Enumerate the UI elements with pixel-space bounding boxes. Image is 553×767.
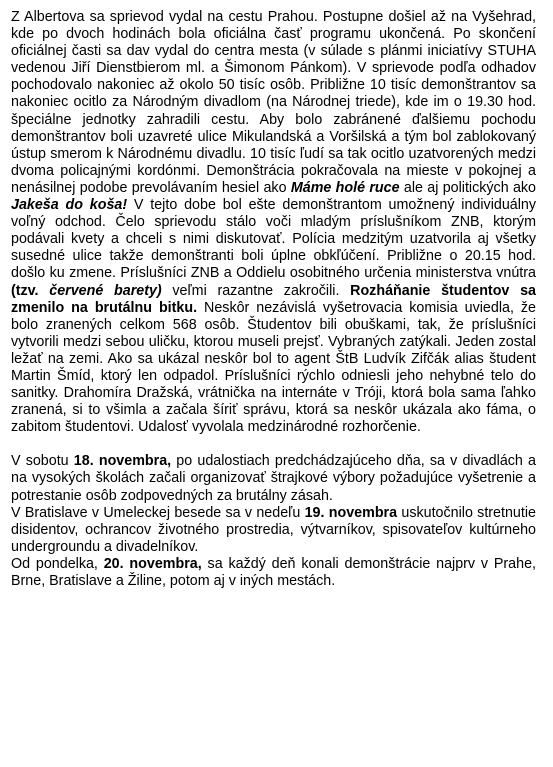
text: V Bratislave v Umeleckej besede sa v nedeľu <box>11 504 305 521</box>
text: V tejto dobe bol ešte demonštrantom umožnený individuálny voľný odchod. Čelo sprievodu stálo voči mladým príslušníkom ZNB, ktorým podávali kvety a chceli s nimi diskutovať. Polícia medzitým uzatvorila aj všetky susedné ulice takže demonštranti boli úplne obkľúčení. Približne o 20.15 hod. došlo ku zmene. Príslušníci ZNB a Oddielu osobitného určenia ministerstva vnútra <box>11 197 536 282</box>
text: veľmi razantne zakročili. <box>161 282 351 299</box>
bold-text: (tzv. <box>11 282 50 299</box>
text: Z Albertova sa sprievod vydal na cestu Prahou. Postupne došiel až na Vyšehrad, kde po dvoch hodinách bola oficiálna časť programu ukončená. Po skončení oficiálnej časti sa dav vydal do centra mesta (v súlade s plánmi iniciatívy STUHA vedenou Jiří Dienstbierom ml. a Šimonom Pánkom). V sprievode podľa odhadov pochodovalo nakoniec až okolo 50 tisíc osôb. Približne 10 tisíc demonštrantov sa nakoniec ocitlo za Národným divadlom (na Národnej triede), kde im o 19.30 hod. špeciálne jednotky zahradili cestu. Aby bolo zabránené ďalšiemu pochodu demonštrantov boli uzavreté ulice Mikulandská a Voršilská a tým bol zablokovaný ústup smerom k Národnému divadlu. 10 tisíc ľudí sa tak ocitlo uzatvorených medzi dvoma policajnými kordónmi. Demonštrácia pokračovala na mieste v pokojnej a nenásilnej podobe prevolávaním hesiel ako <box>11 9 536 196</box>
date-18-november: 18. novembra, <box>73 453 172 470</box>
text: Od pondelka, <box>11 555 104 572</box>
text: uskutočnilo stretnutie disidentov, ochrancov životného prostredia, výtvarníkov, spisovateľov kultúrneho undergroundu a divadelníkov. <box>11 504 536 555</box>
text: sa každý deň konali demonštrácie najprv v Prahe, Brne, Bratislave a Žiline, potom aj v iných mestách. <box>11 555 536 589</box>
bold-italic-text: červené barety) <box>49 282 162 299</box>
text: Neskôr nezávislá vyšetrovacia komisia uviedla, že bolo zranených celkom 568 osôb. Študentov bili obuškami, tak, že príslušníci vytvorili medzi sebou uličku, ktorou museli prejsť. Vybraných zatýkali. Jeden zostal ležať na zemi. Ako sa ukázal neskôr bol to agent ŠtB Ludvík Zifčák alias študent Martin Šmíd, ktorý len odpadol. Príslušníci rýchlo odniesli jeho nehybné telo do sanitky. Drahomíra Dražská, vrátnička na internáte v Tróji, ktorá bola sama ľahko zranená, si to všimla a začala šíriť správu, ktorá sa neskôr ukázala ako fáma, o zabitom študentovi. Udalosť vyvolala medzinárodné rozhorčenie. <box>11 299 536 436</box>
bold-text-brutal-beating: Rozháňanie študentov sa zmenilo na brutálnu bitku. <box>11 282 536 316</box>
slogan-jakesa-do-kosa: Jakeša do koša! <box>11 197 128 214</box>
paragraph-march-through-prague <box>11 9 536 436</box>
date-20-november: 20. novembra, <box>103 555 202 572</box>
text: V sobotu <box>11 453 74 470</box>
date-19-november: 19. novembra <box>304 504 398 521</box>
paragraph-monday-20-november <box>11 556 536 590</box>
paragraph-bratislava-19-november <box>11 505 536 556</box>
paragraph-saturday-18-november <box>11 453 536 504</box>
paragraph-gap <box>11 436 536 453</box>
text: ale aj politických ako <box>399 179 536 196</box>
slogan-mame-hole-ruce: Máme holé ruce <box>290 179 400 196</box>
text: po udalostiach predchádzajúceho dňa, sa v divadlách a na vysokých školách začali organizovať štrajkové výbory požadujúce vyšetrenie a potrestanie osôb zodpovedných za brutálny zásah. <box>11 453 536 504</box>
